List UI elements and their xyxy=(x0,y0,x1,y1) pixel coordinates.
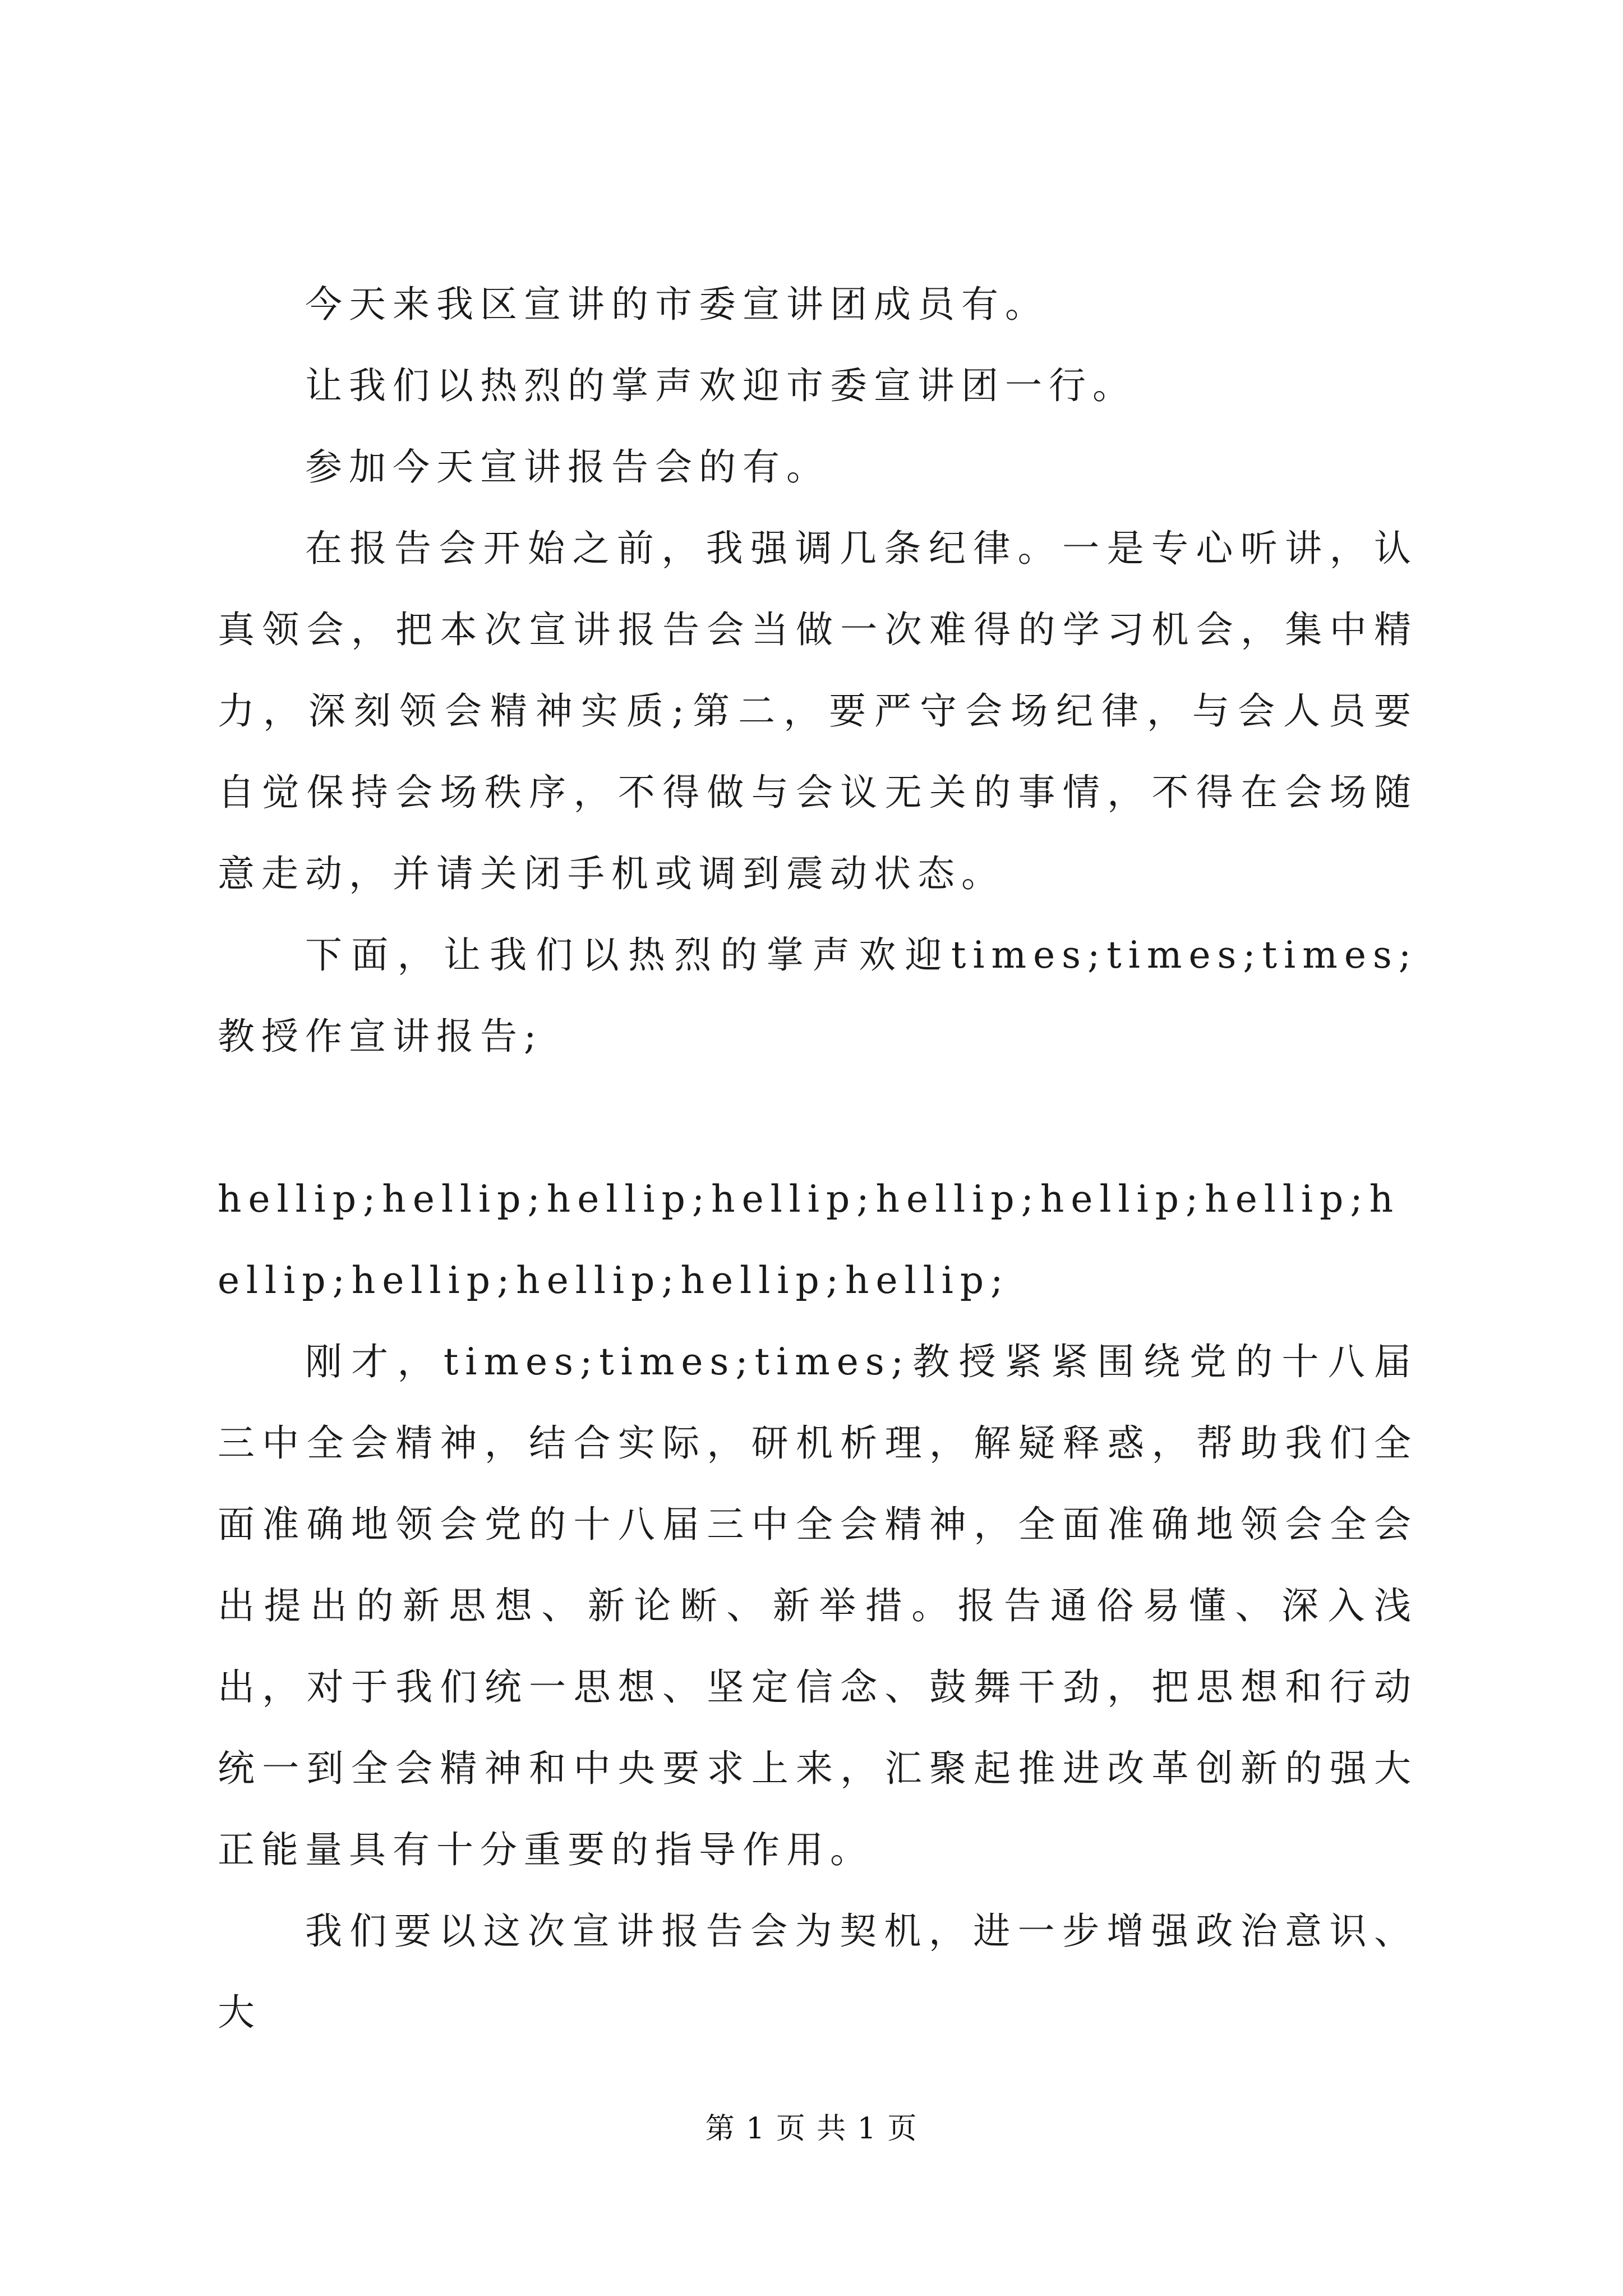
paragraph-gap xyxy=(218,1077,1418,1158)
paragraph-welcome-delegation: 让我们以热烈的掌声欢迎市委宣讲团一行。 xyxy=(305,364,1136,407)
document-body xyxy=(218,264,1418,2053)
paragraph-invite-report: 下面，让我们以热烈的掌声欢迎times;times;times;教授作宣讲报告; xyxy=(218,933,1418,1058)
paragraph-next-steps: 我们要以这次宣讲报告会为契机，进一步增强政治意识、大 xyxy=(218,1910,1418,2034)
paragraph-speaker-intro: 今天来我区宣讲的市委宣讲团成员有。 xyxy=(305,283,1049,326)
page-footer: 第 1 页 共 1 页 xyxy=(705,2112,918,2146)
paragraph-ellipsis: hellip;hellip;hellip;hellip;hellip;hellip;hellip;hellip;hellip;hellip;hellip;hellip; xyxy=(218,1177,1400,1302)
paragraph-report-summary: 刚才，times;times;times;教授紧紧围绕党的十八届三中全会精神，结合实际，研机析理，解疑释惑，帮助我们全面准确地领会党的十八届三中全会精神，全面准确地领会全会出提出的新思想、新论断、新举措。报告通俗易懂、深入浅出，对于我们统一思想、坚定信念、鼓舞干劲，把思想和行动统一到全会精神和中央要求上来，汇聚起推进改革创新的强大正能量具有十分重要的指导作用。 xyxy=(218,1340,1418,1871)
paragraph-discipline: 在报告会开始之前，我强调几条纪律。一是专心听讲，认真领会，把本次宣讲报告会当做一次难得的学习机会，集中精力，深刻领会精神实质;第二，要严守会场纪律，与会人员要自觉保持会场秩序，不得做与会议无关的事情，不得在会场随意走动，并请关闭手机或调到震动状态。 xyxy=(218,527,1418,895)
paragraph-attendees: 参加今天宣讲报告会的有。 xyxy=(305,445,830,489)
